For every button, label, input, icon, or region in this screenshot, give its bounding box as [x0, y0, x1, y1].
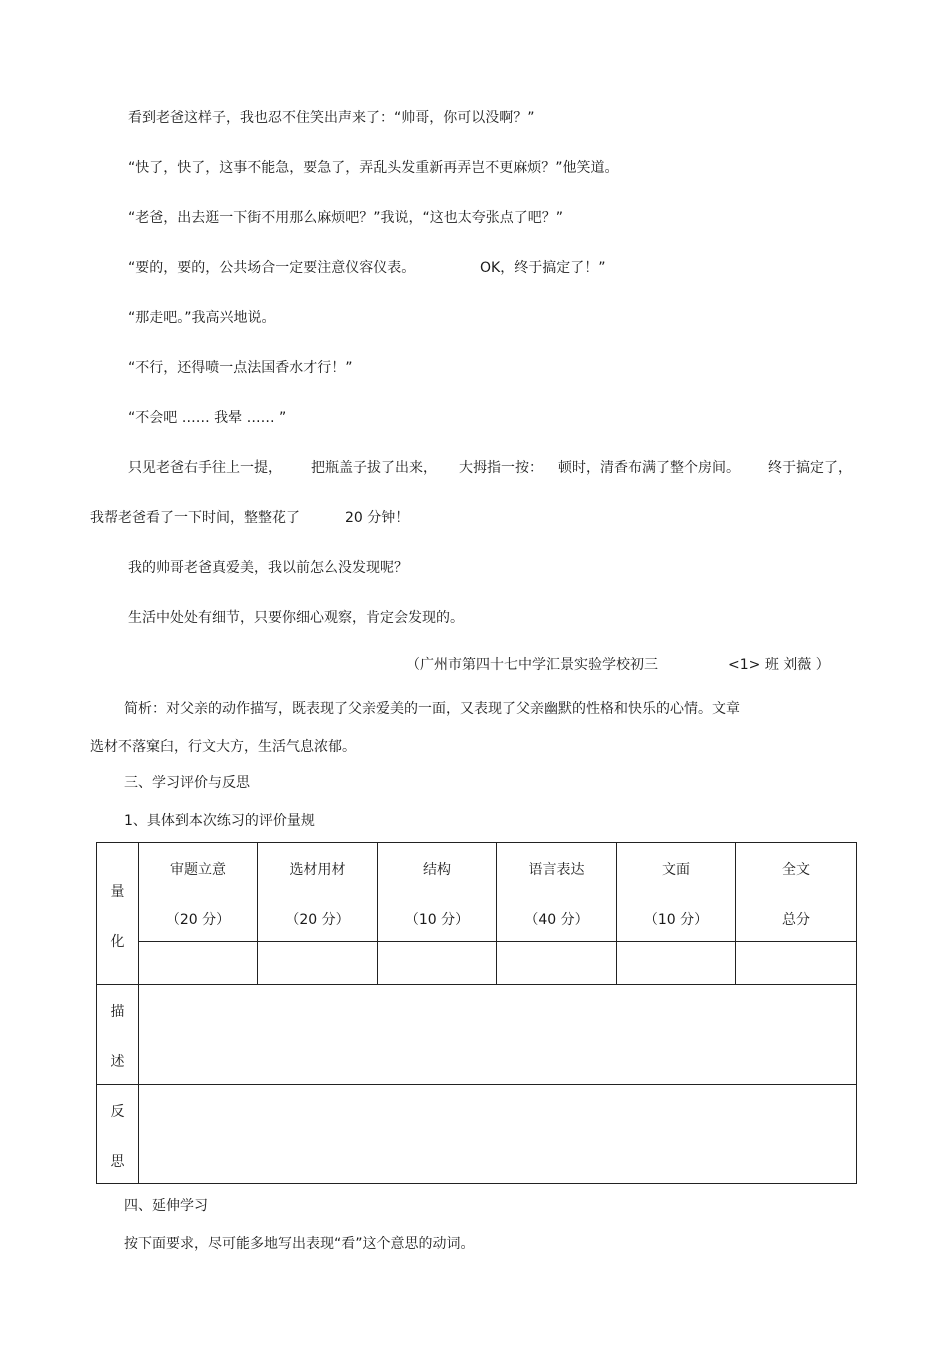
text-segment: 20 分钟！ — [345, 510, 410, 526]
author-attribution — [406, 655, 836, 675]
column-name: 结构 — [423, 862, 451, 878]
column-score: （40 分） — [524, 912, 589, 928]
paragraph: 我的帅哥老爸真爱美，我以前怎么没发现呢？ — [128, 560, 408, 576]
label-char: 思 — [110, 1154, 125, 1170]
paragraph — [128, 458, 858, 478]
column-header — [617, 843, 736, 942]
text-segment: 大拇指一按： — [459, 460, 543, 476]
label-char: 化 — [110, 934, 125, 950]
task-instruction: 按下面要求，尽可能多地写出表现“看”这个意思的动词。 — [124, 1236, 475, 1252]
column-name: 选材用材 — [289, 862, 346, 878]
text-segment: （广州市第四十七中学汇景实验学校初三 — [406, 657, 658, 673]
column-score: 总分 — [782, 912, 810, 928]
reflection-cell[interactable] — [139, 1085, 857, 1184]
column-score: （20 分） — [285, 912, 350, 928]
text-segment: 我帮老爸看了一下时间，整整花了 — [90, 510, 300, 526]
column-name: 审题立意 — [170, 862, 226, 878]
column-name: 语言表达 — [528, 862, 585, 878]
paragraph: “不会吧 …… 我晕 …… ” — [128, 410, 287, 426]
paragraph — [90, 508, 490, 528]
row-label-reflection — [97, 1085, 139, 1184]
score-cell[interactable] — [617, 942, 736, 985]
paragraph: “不行，还得喷一点法国香水才行！” — [128, 360, 353, 376]
text-segment: OK，终于搞定了！” — [480, 260, 606, 276]
column-score: （10 分） — [404, 912, 470, 928]
section-heading: 三、学习评价与反思 — [124, 775, 250, 791]
column-header — [497, 843, 617, 942]
label-char: 描 — [110, 1004, 125, 1020]
item-heading: 1、具体到本次练习的评价量规 — [124, 813, 315, 829]
paragraph: 生活中处处有细节，只要你细心观察，肯定会发现的。 — [128, 610, 464, 626]
text-segment: <1> 班 刘薇 ） — [728, 657, 830, 673]
score-cell[interactable] — [378, 942, 497, 985]
column-score: （20 分） — [165, 912, 231, 928]
column-header — [378, 843, 497, 942]
column-score: （10 分） — [643, 912, 709, 928]
column-name: 文面 — [662, 862, 690, 878]
evaluation-rubric-table — [96, 842, 857, 1184]
score-cell[interactable] — [139, 942, 258, 985]
text-segment: 顿时，清香布满了整个房间。 — [558, 460, 740, 476]
column-name: 全文 — [782, 862, 810, 878]
paragraph: “老爸，出去逛一下街不用那么麻烦吧？”我说，“这也太夸张点了吧？” — [128, 210, 564, 226]
label-char: 反 — [110, 1104, 125, 1120]
paragraph: “那走吧。”我高兴地说。 — [128, 310, 276, 326]
text-segment: “要的，要的，公共场合一定要注意仪容仪表。 — [128, 260, 416, 276]
paragraph: 看到老爸这样子，我也忍不住笑出声来了：“帅哥，你可以没啊？” — [128, 110, 535, 126]
paragraph — [128, 258, 828, 278]
column-header — [736, 843, 857, 942]
score-cell[interactable] — [258, 942, 378, 985]
column-header — [139, 843, 258, 942]
description-cell[interactable] — [139, 985, 857, 1085]
label-char: 述 — [110, 1054, 125, 1070]
score-cell[interactable] — [736, 942, 857, 985]
analysis-line: 选材不落窠臼，行文大方，生活气息浓郁。 — [90, 739, 356, 755]
paragraph: “快了，快了，这事不能急，要急了，弄乱头发重新再弄岂不更麻烦？”他笑道。 — [128, 160, 619, 176]
row-label-description — [97, 985, 139, 1085]
row-label-quantify — [97, 843, 139, 985]
section-heading: 四、延伸学习 — [124, 1198, 208, 1214]
label-char: 量 — [110, 884, 125, 900]
text-segment: 只见老爸右手往上一提， — [128, 460, 282, 476]
column-header — [258, 843, 378, 942]
text-segment: 把瓶盖子拔了出来， — [311, 460, 437, 476]
score-cell[interactable] — [497, 942, 617, 985]
text-segment: 终于搞定了， — [768, 460, 852, 476]
analysis-line: 简析：对父亲的动作描写，既表现了父亲爱美的一面，又表现了父亲幽默的性格和快乐的心情。文章 — [124, 701, 740, 717]
